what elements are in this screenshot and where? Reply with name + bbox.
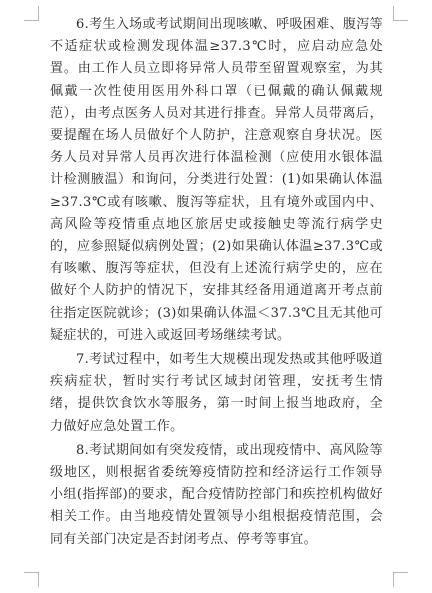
crop-mark-bottom-left xyxy=(24,572,39,587)
paragraph-6: 6.考生入场或考试期间出现咳嗽、呼吸困难、腹泻等不适症状或检测发现体温≥37.3℃时，应启动应急处置。由工作人员立即将异常人员带至留置观察室，为其佩戴一次性使用医用外科口罩（已佩戴的确认佩戴规范），由考点医务人员对其进行排查。异常人员带离后，要提醒在场人员做好个人防护，注意观察自身状况。医务人员对异常人员再次进行体温检测（应使用水银体温计检测腋温）和询问，分类进行处置：(1)如果确认体温≥37.3℃或有咳嗽、腹泻等症状，且有境外或国内中、高风险等疫情重点地区旅居史或接触史等流行病学史的，应参照疑似病例处置；(2)如果确认体温≥37.3℃或有咳嗽、腹泻等症状，但没有上述流行病学史的，应在做好个人防护的情况下，安排其经备用通道离开考点前往指定医院就诊；(3)如果确认体温＜37.3℃且无其他可疑症状的，可进入或返回考场继续考试。 xyxy=(50,17,383,343)
crop-mark-top-right xyxy=(393,6,408,21)
paragraph-8: 8.考试期间如有突发疫情，或出现疫情中、高风险等级地区，则根据省委统筹疫情防控和经济运行工作领导小组(指挥部)的要求，配合疫情防控部门和疾控机构做好相关工作。由当地疫情处置领导小组根据疫情范围，会同有关部门决定是否封闭考点、停考等事宜。 xyxy=(50,442,383,547)
paragraph-7: 7.考试过程中，如考生大规模出现发热或其他呼吸道疾病症状，暂时实行考试区域封闭管理，安抚考生情绪，提供饮食饮水等服务，第一时间上报当地政府，全力做好应急处置工作。 xyxy=(50,352,383,434)
document-body xyxy=(50,14,383,551)
crop-mark-top-left xyxy=(24,6,39,21)
crop-mark-bottom-right xyxy=(393,572,408,587)
